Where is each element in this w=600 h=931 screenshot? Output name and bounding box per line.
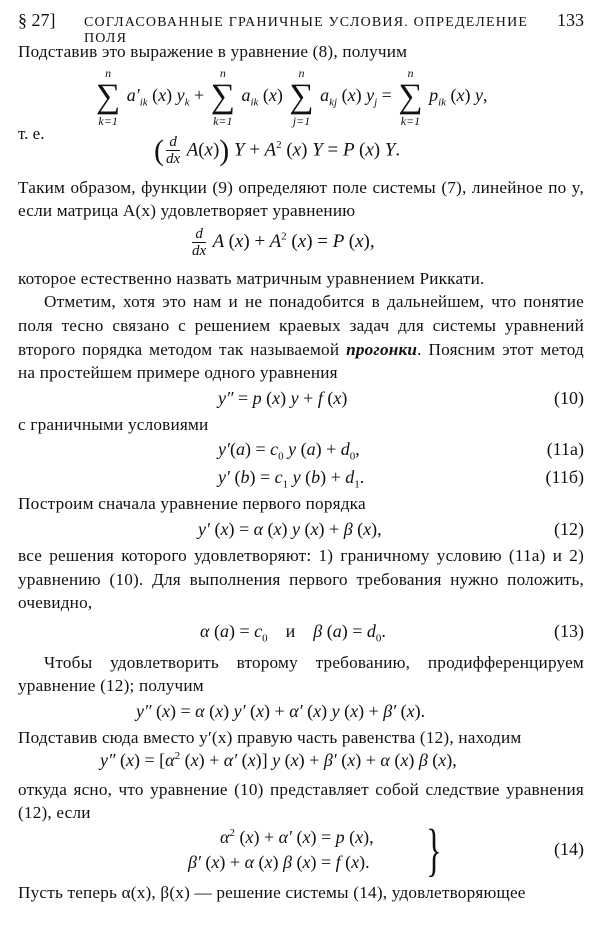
sum-symbol: n ∑ j=1 — [289, 65, 314, 128]
paragraph-6: Построим сначала уравнение первого порядка — [18, 494, 366, 514]
sum-symbol: n ∑ k=1 — [96, 65, 121, 128]
paragraph-3: которое естественно назвать матричным уравнением Риккати. — [18, 268, 485, 288]
sum-symbol: n ∑ k=1 — [210, 65, 235, 128]
ie-label: т. е. — [18, 123, 45, 143]
page-number: 133 — [557, 10, 584, 30]
paragraph-7: все решения которого удовлетворяют: 1) граничному условию (11а) и 2) уравнению (10). Для выполнения первого требования нужно положить, очевидно, — [18, 545, 584, 613]
emphasis-term: прогонки — [346, 339, 418, 359]
paragraph-4: Отметим, хотя это нам и не понадобится в дальнейшем, что понятие поля тесно связано с решением краевых задач для системы уравнений второго порядка методом так называемой прогонки. Поясним этот метод на простейшем примере одного уравнения — [18, 292, 584, 383]
equation-sum: n ∑ k=1 $a'_{ik}$ (x) $y_k$ + n ∑ k=1 $a_{ik}$ (x) n ∑ j=1 $a_{kj}$ (x) $y_j$ = n ∑ k=1 $p_{ik}$ (x) y, — [96, 65, 488, 128]
equation-matrix-row: т. е. ( $\frac{d}{dx}$ A(x)) $Y + A^2$ (x) Y = P (x) Y. — [18, 123, 401, 168]
equation-12: y′ (x) = α (x) y (x) + β (x), (12) — [198, 518, 584, 539]
paragraph-1: Подставив это выражение в уравнение (8), получим — [18, 42, 408, 61]
equation-13: α $(a) = c_0$ и β $(a) = d_0$. (13) — [200, 620, 584, 645]
paragraph-10: откуда ясно, что уравнение (10) представляет собой следствие уравнения (12), если — [18, 779, 584, 823]
equation-11b: y′ $(b) = c_1$ y $(b) + d_1$. (11б) — [218, 467, 584, 491]
right-brace: } — [426, 816, 442, 882]
sum-symbol: n ∑ k=1 — [398, 65, 423, 128]
section-number: § 27] — [18, 10, 56, 30]
equation-riccati: $\frac{d}{dx}$ A $(x) + A^2$ (x) = P (x), — [192, 225, 375, 259]
paragraph-8: Чтобы удовлетворить второму требованию, продифференцируем уравнение (12); получим — [18, 652, 584, 696]
equation-number: (14) — [554, 838, 584, 859]
equation-substituted: y″ $(x) = [\alpha^2$ (x) + α′ (x)] y (x) + β′ (x) + α (x) β (x), — [100, 749, 457, 770]
running-header — [18, 10, 584, 46]
paragraph-9: Подставив сюда вместо y′(x) правую часть равенства (12), находим — [18, 727, 522, 747]
paragraph-2: Таким образом, функции (9) определяют поле системы (7), линейное по y, если матрица A(x) удовлетворяет уравнению — [18, 177, 584, 221]
equation-number: (10) — [554, 387, 584, 408]
and-word: и — [285, 620, 296, 641]
equation-number: (11а) — [546, 439, 584, 460]
equation-number: (13) — [554, 620, 584, 641]
equation-10: y″ = p (x) y + f (x) (10) — [218, 387, 584, 408]
equation-11a: $y'(a) = c_0$ y $(a) + d_0$, (11а) — [218, 439, 584, 463]
book-page — [18, 10, 584, 904]
equation-number: (12) — [554, 518, 584, 539]
paragraph-5: с граничными условиями — [18, 414, 209, 434]
running-title: СОГЛАСОВАННЫЕ ГРАНИЧНЫЕ УСЛОВИЯ. ОПРЕДЕЛЕНИЕ ПОЛЯ — [84, 15, 529, 46]
equation-system-14: $\alpha^2$ (x) + α′ (x) = p (x), β′ (x) + α (x) β (x) = f (x). } (14) — [188, 816, 584, 882]
equation-number: (11б) — [545, 467, 584, 488]
equation-derivative: y″ (x) = α (x) y′ (x) + α′ (x) y (x) + β′ (x). — [136, 700, 426, 721]
paragraph-11: Пусть теперь α(x), β(x) — решение системы (14), удовлетворяющее — [18, 882, 526, 902]
